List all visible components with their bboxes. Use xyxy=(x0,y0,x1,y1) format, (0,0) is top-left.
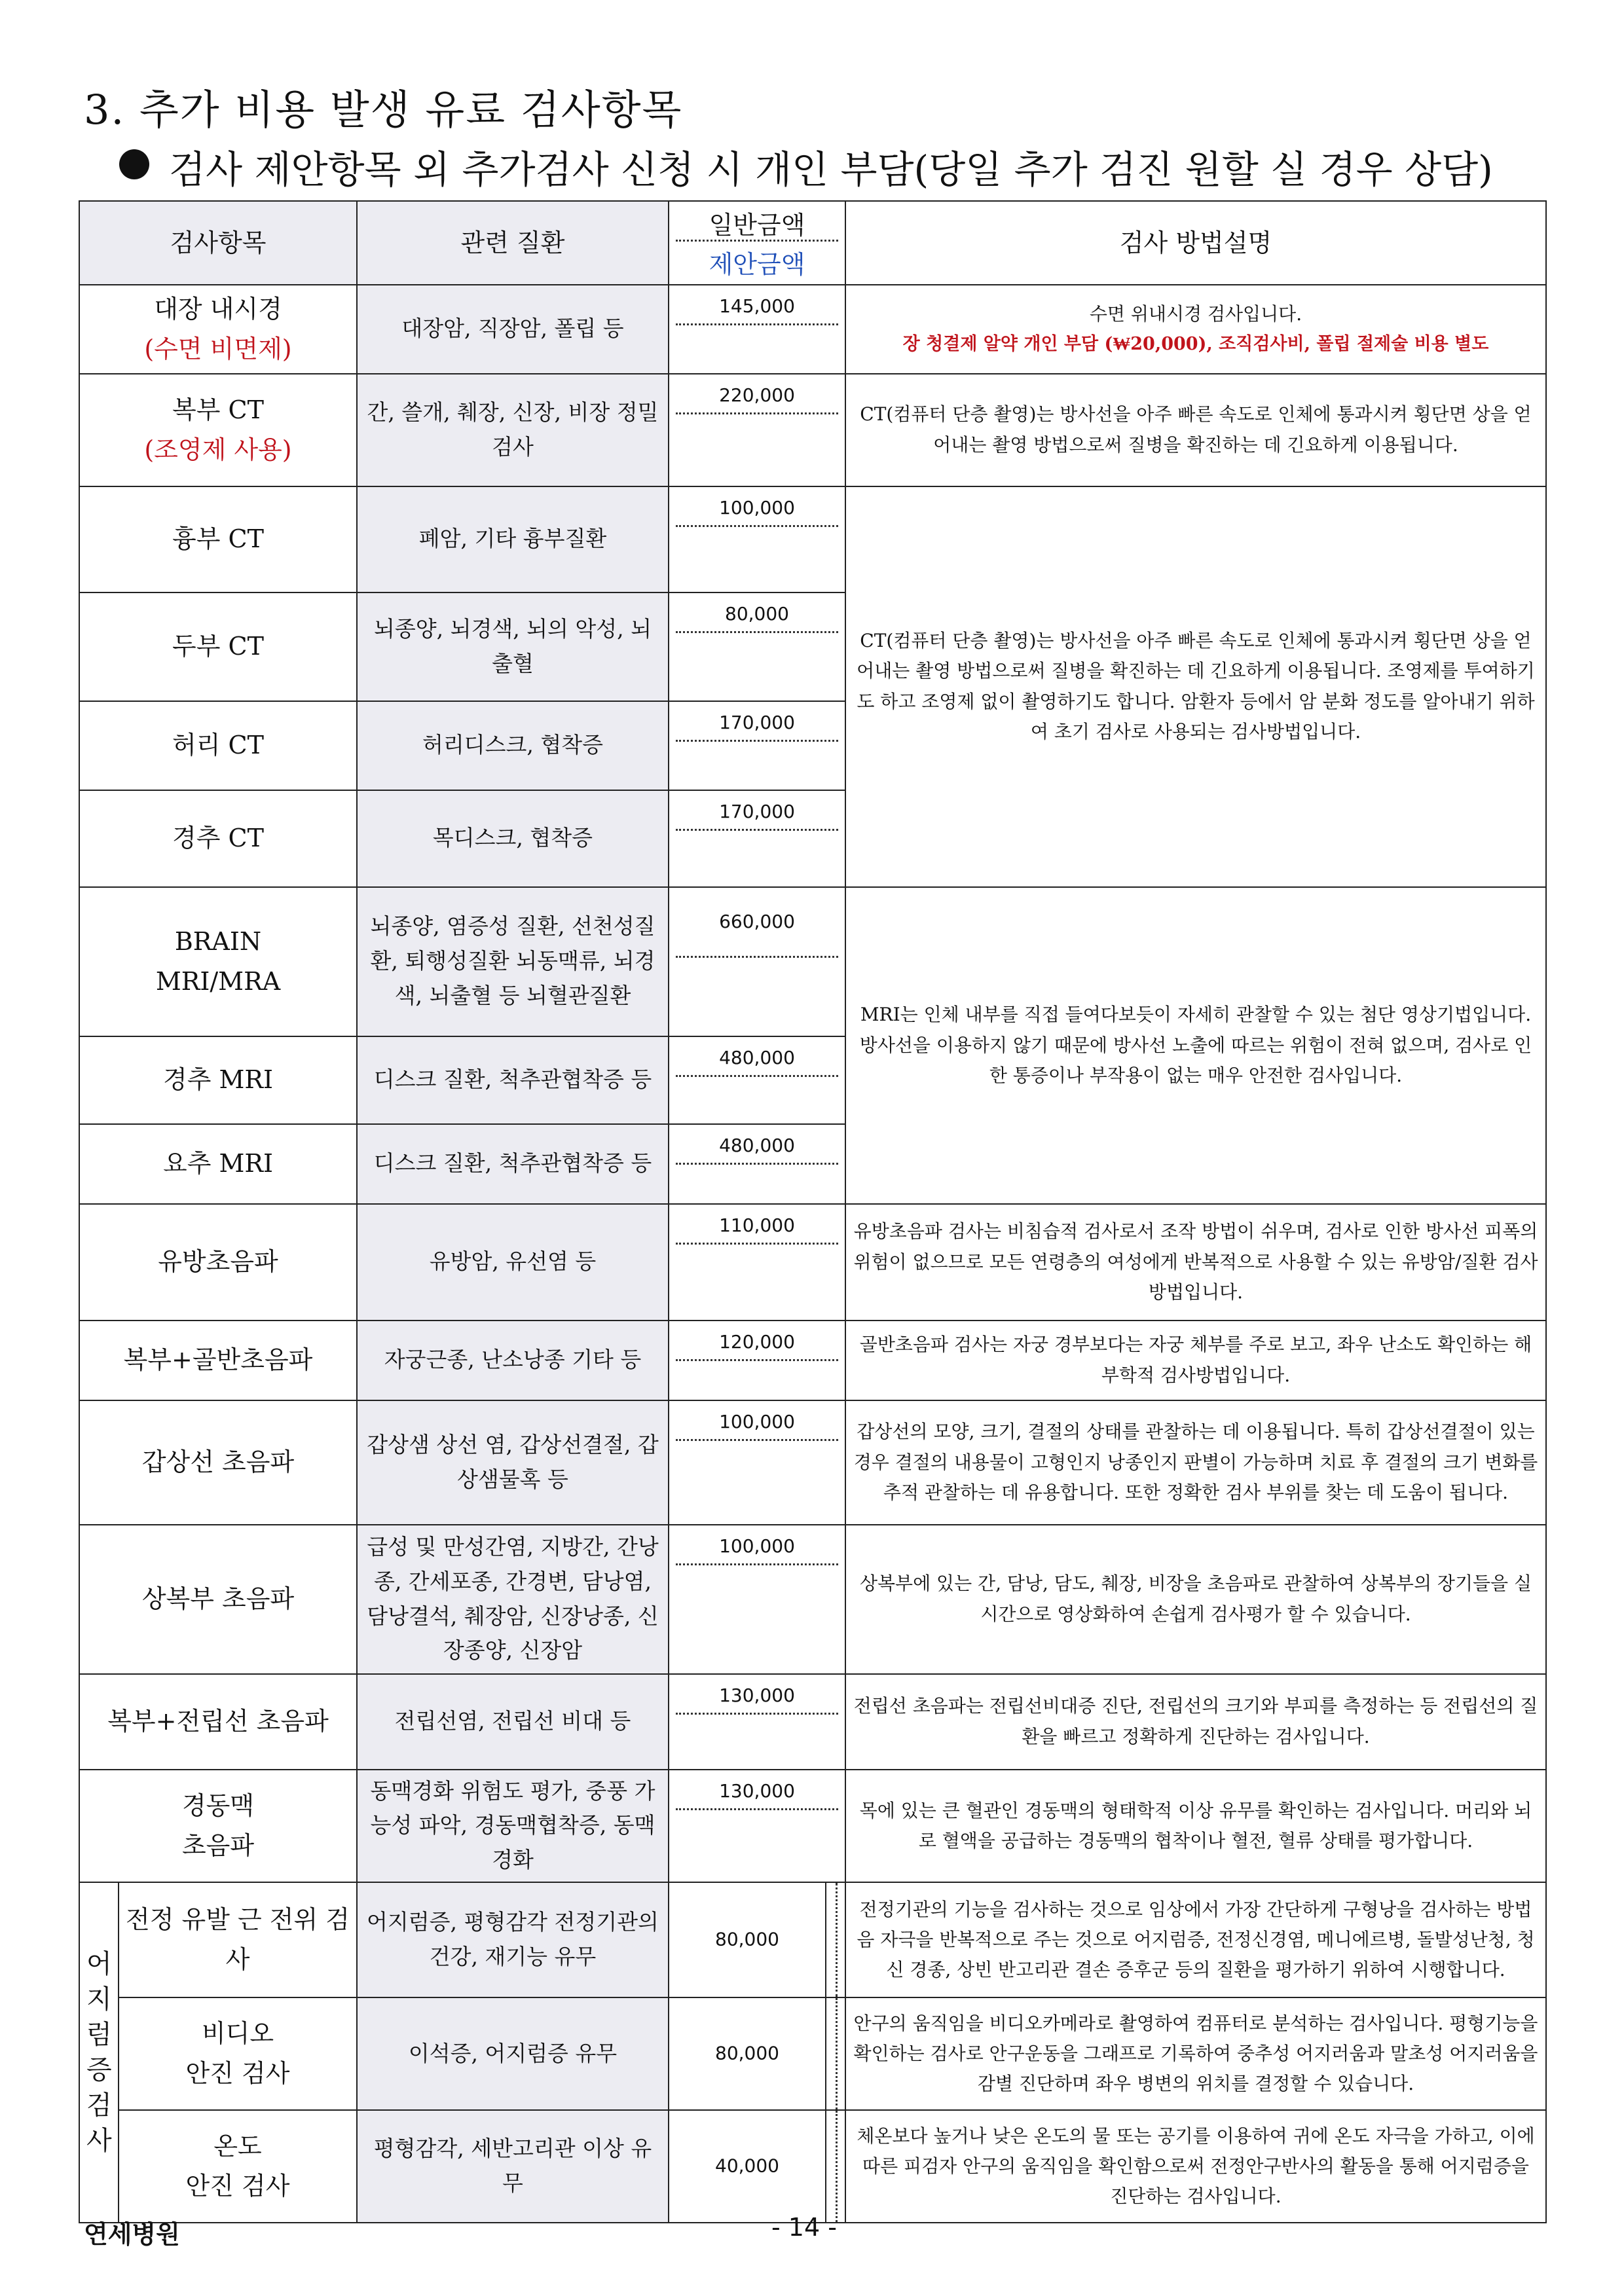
item-cell: 대장 내시경 (수면 비면제) xyxy=(79,285,357,374)
page-title: 3. 추가 비용 발생 유료 검사항목 xyxy=(84,86,683,134)
item-cell: 흉부 CT xyxy=(79,486,357,592)
desc-cell: 목에 있는 큰 혈관인 경동맥의 형태학적 이상 유무를 확인하는 검사입니다. 머리와 뇌로 혈액을 공급하는 경동맥의 협착이나 혈전, 혈류 상태를 평가합니다. xyxy=(845,1770,1546,1882)
desc-cell: 골반초음파 검사는 자궁 경부보다는 자궁 체부를 주로 보고, 좌우 난소도 확인하는 해부학적 검사방법입니다. xyxy=(845,1321,1546,1400)
header-disease: 관련 질환 xyxy=(357,201,669,285)
disease-cell: 이석증, 어지럼증 유무 xyxy=(357,1997,669,2110)
bullet-icon xyxy=(119,149,149,179)
desc-cell: CT(컴퓨터 단층 촬영)는 방사선을 아주 빠른 속도로 인체에 통과시켜 횡단면 상을 얻어내는 촬영 방법으로써 질병을 확진하는 데 긴요하게 이용됩니다. 조영제를 투여하기도 하고 조영제 없이 촬영하기도 합니다. 암환자 등에서 암 분화 정도를 알아내기 위하여 초기 검사로 사용되는 검사방법입니다. xyxy=(845,486,1546,887)
header-method: 검사 방법설명 xyxy=(845,201,1546,285)
item-cell: 경동맥 초음파 xyxy=(79,1770,357,1882)
table-row xyxy=(79,374,1546,486)
header-item: 검사항목 xyxy=(79,201,357,285)
item-cell: 요추 MRI xyxy=(79,1124,357,1204)
disease-cell: 급성 및 만성간염, 지방간, 간낭종, 간세포종, 간경변, 담낭염, 담낭결석, 췌장암, 신장낭종, 신장종양, 신장암 xyxy=(357,1525,669,1674)
price-cell: 480,000 xyxy=(669,1124,845,1204)
price-cell: 120,000 xyxy=(669,1321,845,1400)
price-cell: 170,000 xyxy=(669,701,845,790)
item-cell: 유방초음파 xyxy=(79,1204,357,1321)
price-cell: 220,000 xyxy=(669,374,845,486)
page-subtitle: 검사 제안항목 외 추가검사 신청 시 개인 부담(당일 추가 검진 원할 실 경우 상담) xyxy=(169,147,1493,192)
price-cell: 100,000 xyxy=(669,486,845,592)
item-cell: 갑상선 초음파 xyxy=(79,1400,357,1525)
disease-cell: 갑상샘 상선 염, 갑상선결절, 갑상샘물혹 등 xyxy=(357,1400,669,1525)
item-cell: 상복부 초음파 xyxy=(79,1525,357,1674)
table-row xyxy=(79,1321,1546,1400)
item-cell: 경추 MRI xyxy=(79,1036,357,1124)
table-row xyxy=(79,1525,1546,1674)
item-cell: 복부 CT (조영제 사용) xyxy=(79,374,357,486)
table-row xyxy=(79,285,1546,374)
price-cell: 130,000 xyxy=(669,1770,845,1882)
desc-cell: 상복부에 있는 간, 담낭, 담도, 췌장, 비장을 초음파로 관찰하여 상복부의 장기들을 실시간으로 영상화하여 손쉽게 검사평가 할 수 있습니다. xyxy=(845,1525,1546,1674)
disease-cell: 유방암, 유선염 등 xyxy=(357,1204,669,1321)
price-cell: 130,000 xyxy=(669,1674,845,1770)
item-cell: 두부 CT xyxy=(79,592,357,701)
desc-cell: MRI는 인체 내부를 직접 들여다보듯이 자세히 관찰할 수 있는 첨단 영상기법입니다. 방사선을 이용하지 않기 때문에 방사선 노출에 따르는 위험이 전혀 없으며, 검사로 인한 통증이나 부작용이 없는 매우 안전한 검사입니다. xyxy=(845,887,1546,1204)
page-number: - 14 - xyxy=(771,2213,837,2242)
price-cell: 40,000 xyxy=(669,2110,826,2223)
desc-cell: CT(컴퓨터 단층 촬영)는 방사선을 아주 빠른 속도로 인체에 통과시켜 횡단면 상을 얻어내는 촬영 방법으로써 질병을 확진하는 데 긴요하게 이용됩니다. xyxy=(845,374,1546,486)
price-cell: 80,000 xyxy=(669,592,845,701)
item-cell: 전정 유발 근 전위 검사 xyxy=(119,1882,357,1997)
disease-cell: 디스크 질환, 척추관협착증 등 xyxy=(357,1124,669,1204)
header-price xyxy=(669,201,845,285)
disease-cell: 전립선염, 전립선 비대 등 xyxy=(357,1674,669,1770)
price-cell: 480,000 xyxy=(669,1036,845,1124)
disease-cell: 자궁근종, 난소낭종 기타 등 xyxy=(357,1321,669,1400)
disease-cell: 허리디스크, 협착증 xyxy=(357,701,669,790)
price-cell: 80,000 xyxy=(669,1997,826,2110)
price-cell: 80,000 xyxy=(669,1882,826,1997)
table-row xyxy=(79,1997,1546,2110)
item-cell: 복부+골반초음파 xyxy=(79,1321,357,1400)
table-row xyxy=(79,1674,1546,1770)
item-cell: BRAIN MRI/MRA xyxy=(79,887,357,1036)
header-price-general: 일반금액 xyxy=(709,211,805,240)
item-cell: 복부+전립선 초음파 xyxy=(79,1674,357,1770)
desc-cell: 수면 위내시경 검사입니다. 장 청결제 알약 개인 부담 (₩20,000), 조직검사비, 폴립 절제술 비용 별도 xyxy=(845,285,1546,374)
dotted-divider xyxy=(826,2110,845,2223)
disease-cell: 간, 쓸개, 췌장, 신장, 비장 정밀검사 xyxy=(357,374,669,486)
dotted-divider xyxy=(826,1882,845,1997)
header-price-proposed: 제안금액 xyxy=(709,250,805,279)
table-row xyxy=(79,887,1546,1036)
desc-cell: 유방초음파 검사는 비침습적 검사로서 조작 방법이 쉬우며, 검사로 인한 방사선 피폭의 위험이 없으므로 모든 연령층의 여성에게 반복적으로 사용할 수 있는 유방암/질환 검사방법입니다. xyxy=(845,1204,1546,1321)
exam-price-table xyxy=(79,200,1547,2223)
desc-cell: 체온보다 높거나 낮은 온도의 물 또는 공기를 이용하여 귀에 온도 자극을 가하고, 이에 따른 피검자 안구의 움직임을 확인함으로써 전정안구반사의 활동을 통해 어지럼증을 진단하는 검사입니다. xyxy=(845,2110,1546,2223)
table-row xyxy=(79,1400,1546,1525)
price-cell: 170,000 xyxy=(669,790,845,887)
price-cell: 110,000 xyxy=(669,1204,845,1321)
price-cell: 100,000 xyxy=(669,1525,845,1674)
table-row xyxy=(79,486,1546,592)
desc-cell: 전립선 초음파는 전립선비대증 진단, 전립선의 크기와 부피를 측정하는 등 전립선의 질환을 빠르고 정확하게 진단하는 검사입니다. xyxy=(845,1674,1546,1770)
hospital-logo: 연세병원 xyxy=(84,2220,180,2249)
disease-cell: 목디스크, 협착증 xyxy=(357,790,669,887)
dotted-divider xyxy=(826,1997,845,2110)
disease-cell: 동맥경화 위험도 평가, 중풍 가능성 파악, 경동맥협착증, 동맥경화 xyxy=(357,1770,669,1882)
disease-cell: 평형감각, 세반고리관 이상 유무 xyxy=(357,2110,669,2223)
disease-cell: 대장암, 직장암, 폴립 등 xyxy=(357,285,669,374)
group-label-dizziness: 어 지 럼 증 검 사 xyxy=(79,1882,119,2223)
item-cell: 경추 CT xyxy=(79,790,357,887)
desc-cell: 갑상선의 모양, 크기, 결절의 상태를 관찰하는 데 이용됩니다. 특히 갑상선결절이 있는 경우 결절의 내용물이 고형인지 낭종인지 판별이 가능하며 치료 후 결절의 크기 변화를 추적 관찰하는 데 유용합니다. 또한 정확한 검사 부위를 찾는 데 도움이 됩니다. xyxy=(845,1400,1546,1525)
price-cell: 660,000 xyxy=(669,887,845,1036)
price-cell: 100,000 xyxy=(669,1400,845,1525)
desc-cell: 전정기관의 기능을 검사하는 것으로 임상에서 가장 간단하게 구형낭을 검사하는 방법 음 자극을 반복적으로 주는 것으로 어지럼증, 전정신경염, 메니에르병, 돌발성난청, 청신 경종, 상빈 반고리관 결손 증후군 등의 질환을 평가하기 위하여 시행합니다. xyxy=(845,1882,1546,1997)
disease-cell: 디스크 질환, 척추관협착증 등 xyxy=(357,1036,669,1124)
disease-cell: 뇌종양, 뇌경색, 뇌의 악성, 뇌출혈 xyxy=(357,592,669,701)
table-row xyxy=(79,1882,1546,1997)
disease-cell: 어지럼증, 평형감각 전정기관의 건강, 재기능 유무 xyxy=(357,1882,669,1997)
item-cell: 온도 안진 검사 xyxy=(119,2110,357,2223)
disease-cell: 폐암, 기타 흉부질환 xyxy=(357,486,669,592)
price-cell: 145,000 xyxy=(669,285,845,374)
table-row xyxy=(79,2110,1546,2223)
item-cell: 허리 CT xyxy=(79,701,357,790)
item-cell: 비디오 안진 검사 xyxy=(119,1997,357,2110)
disease-cell: 뇌종양, 염증성 질환, 선천성질환, 퇴행성질환 뇌동맥류, 뇌경색, 뇌출혈 등 뇌혈관질환 xyxy=(357,887,669,1036)
desc-cell: 안구의 움직임을 비디오카메라로 촬영하여 컴퓨터로 분석하는 검사입니다. 평형기능을 확인하는 검사로 안구운동을 그래프로 기록하여 중추성 어지러움과 말초성 어지러움을 감별 진단하며 좌우 병변의 위치를 결정할 수 있습니다. xyxy=(845,1997,1546,2110)
table-row xyxy=(79,1204,1546,1321)
table-row xyxy=(79,1770,1546,1882)
